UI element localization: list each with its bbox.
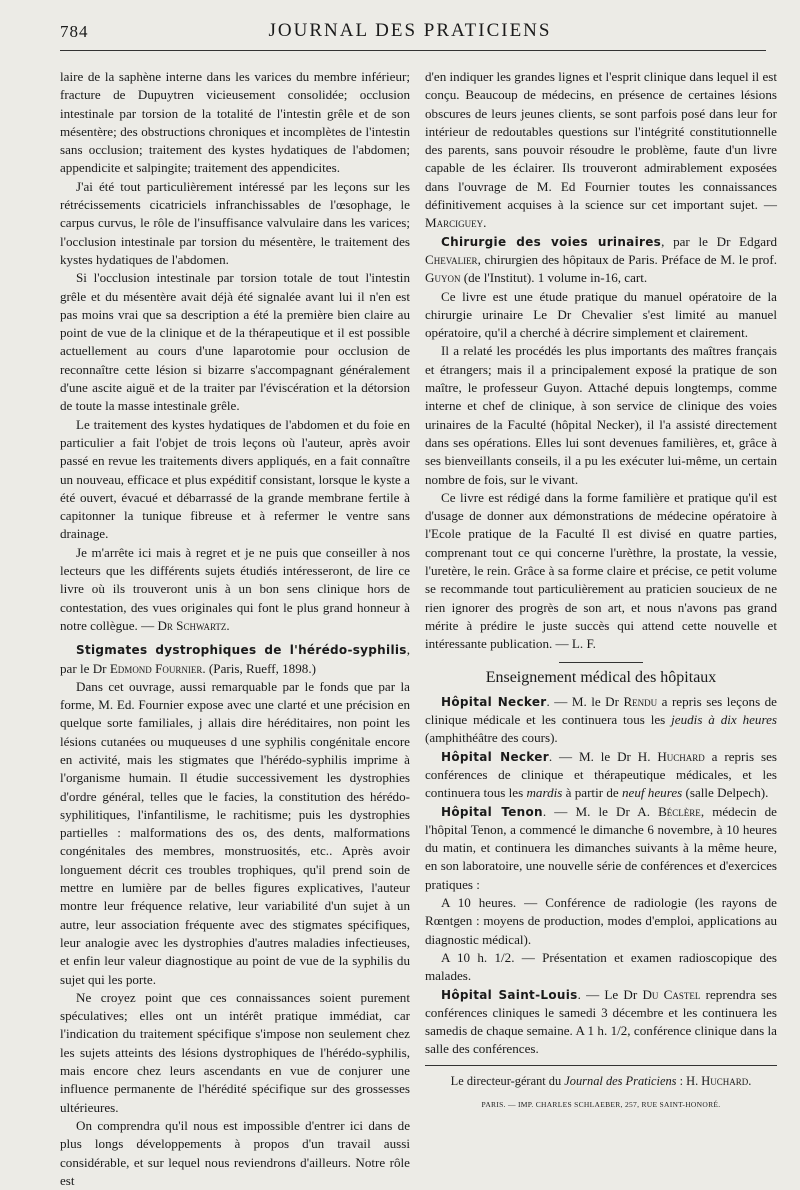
paragraph-text: Ce livre est rédigé dans la forme familière et pratique qu'il est d'usage de donner aux démonstrations de médecine opératoire à l'Ecole pratique de la Faculté Il est divisé en quatre parties, comprenant tout ce qui concerne l'urèthre, la prostate, la vessie, l'uretère, le rein. Grâce à sa forme claire et précise, ce petit volume se recommande tout particulièrement au praticien soucieux de ne rien ignorer des progrès de son art, et nous n'avons pas grand mérite à prédire le juste succès qui attend cette nouvelle et intéressante publication. —: [425, 489, 777, 652]
review-title: Stigmates dystrophiques de l'hérédo-syphilis: [76, 643, 407, 658]
footer-rule: [425, 1065, 777, 1066]
editor-text: Le directeur-gérant du: [450, 1073, 565, 1088]
doctor-name: Du Castel: [642, 986, 701, 1002]
review-publisher: . (Paris, Rueff, 1898.): [202, 660, 316, 676]
paragraph: Dans cet ouvrage, aussi remarquable par le fonds que par la forme, M. Ed. Fournier expose avec une clarté et une précision en quelque sorte familiales, j allais dire héréditaires, non point les lésions cutanées ou muqueuses d une syphilis congénitale encore en activité, mais les stigmates que l'hérédo-syphilis imprime à l'organisme humain. Il étudie successivement les dystrophies d'ordre général, telles que le facies, la constitution des hérédo-syphilitiques, l'infantilisme, le rachitisme; puis les dystrophies partielles : malformations des os, des dents, malformations congénitales des membres, monstruosités, etc.. Après avoir longuement décrit ces troubles trophiques, qu'il prend soin de mettre en lumière par de belles figures explicatives, l'auteur montre leur fréquence relative, leur variabilité d'un sujet à un autre, leur association fréquente avec des stigmates spécifiques, leur analogie avec les dystrophies d'autres maladies infectieuses, et enfin leur valeur diagnostique au point de vue de la syphilis du sujet qui les porte.: [60, 678, 410, 987]
entry-text: . — Le Dr: [577, 986, 643, 1002]
editor-name: : H. Huchard.: [676, 1073, 752, 1088]
entry-text: . — M. le Dr A.: [542, 803, 659, 819]
paragraph: laire de la saphène interne dans les varices du membre inférieur; fracture de Dupuytren vicieusement consolidée; occlusion intestinale par torsion de la totalité de l'intestin grêle et de son mésentère; des obstructions chroniques et incomplètes de l'intestin sans occlusion; traitement des kystes hydatiques de l'abdomen; appendicite et salpingite; traitement des appendicites.: [60, 69, 410, 176]
paragraph: J'ai été tout particulièrement intéressé par les leçons sur les rétrécissements cicatriciels infranchissables de l'œsophage, le carpus curvus, le rôle de l'insuffisance valvulaire dans les varices; l'occlusion intestinale par torsion du mésentère, le traitement des kystes hydatiques de l'abdomen.: [60, 178, 410, 267]
doctor-name: Rendu: [623, 693, 658, 709]
entry-text: , médecin de l'hôpital Tenon, a commencé le dimanche 6 novembre, à 10 heures du matin, et continuera les dimanches suivants à la même heure, en son laboratoire, une nouvelle série de conférences et d'exercices pratiques :: [425, 803, 777, 892]
paragraph: [425, 68, 777, 233]
review-signature: L. F.: [571, 636, 596, 652]
entry-text: (salle Delpech).: [682, 785, 769, 801]
review-by: , par le Dr: [60, 642, 410, 676]
doctor-name: Huchard: [657, 748, 705, 764]
section-title: Enseignement médical des hôpitaux: [485, 668, 717, 686]
hospital-name: Hôpital Necker: [441, 694, 547, 709]
hospital-entry: [425, 986, 777, 1059]
paragraph: [425, 489, 777, 654]
hospital-name: Hôpital Necker: [441, 749, 549, 764]
right-column: [425, 68, 777, 1114]
paragraph: Le traitement des kystes hydatiques de l'abdomen et du foie en particulier a fait l'objet de trois leçons où l'auteur, après avoir passé en revue les traitements divers appliqués, en a fait connaître un nouveau, efficace et plus expéditif consistant, lorsque le kyste a été ouvert, évacué et débarrassé de la grande membrane fertile à capitonner la tunique fibreuse et à refermer le ventre sans drainage.: [60, 416, 410, 542]
hospital-name: Hôpital Saint-Louis: [441, 987, 578, 1002]
paragraph: On comprendra qu'il nous est impossible d'entrer ici dans de plus longs développements à propos d'un travail aussi considérable, et sur lequel nous reviendrons d'ailleurs. Notre rôle est: [60, 1117, 410, 1188]
entry-text: . — M. le Dr: [546, 693, 624, 709]
review-signature: Dr Schwartz.: [157, 617, 230, 633]
hospital-entry: [425, 693, 777, 748]
paragraph: Ce livre est une étude pratique du manuel opératoire de la chirurgie urinaire Le Dr Chevalier s'est limité au manuel opératoire, qu'il a cherché à décrire simplement et clairement.: [425, 288, 777, 341]
hospital-name: Hôpital Tenon: [441, 804, 543, 819]
page-number: 784: [60, 22, 89, 41]
review-author: Chevalier: [425, 251, 478, 267]
review-title: Chirurgie des voies urinaires: [441, 234, 662, 249]
paragraph-text: Je m'arrête ici mais à regret et je ne puis que conseiller à nos lecteurs que les différents sujets étudiés intéresseront, de lire ce livre où ils trouveront unis à un bon sens clinique hors de contestation, des vues originales qui font le plus grand honneur à notre collègue. —: [60, 544, 410, 633]
schedule: mardis: [526, 785, 563, 801]
review-heading: [425, 233, 777, 288]
schedule: jeudis à dix heures: [671, 712, 777, 728]
schedule-item: A 10 h. 1/2. — Présentation et examen radioscopique des malades.: [425, 949, 777, 984]
entry-text: a repris ses conférences de clinique et thérapeutique médicales, et les continuera tous les: [425, 748, 778, 801]
review-signature: Marciguey.: [425, 215, 487, 231]
review-format: (de l'Institut). 1 volume in-16, cart.: [460, 270, 648, 286]
section-divider: [559, 662, 643, 663]
header-rule: [60, 50, 766, 51]
paragraph: [60, 544, 410, 635]
editor-line: [425, 1072, 777, 1090]
entry-text: a repris ses leçons de clinique médicale et les continuera tous les: [425, 693, 777, 728]
review-by: , par le Dr Edgard: [661, 233, 777, 249]
paragraph: Si l'occlusion intestinale par torsion totale de tout l'intestin grêle et du mésentère avait déjà été signalée avant lui il n'en est pas moins vrai que sa description a été la première bien claire au point de vue de la clinique et de la thérapeutique et il est possible actuellement au cours d'une laparotomie pour occlusion de reconnaître cette lésion si bizarre s'accompagnant généralement d'une ascite aiguë et de la traiter par l'éviscération et la détorsion de toute la masse intestinale grêle.: [60, 270, 410, 414]
review-heading: [60, 641, 410, 678]
paragraph-text: d'en indiquer les grandes lignes et l'esprit clinique dans lequel il est conçu. Beaucoup de médecins, en présence de certaines lésions obscures de leurs jeunes clients, se sont parfois posé dans leur for intérieur de redoutables questions sur l'intégrité constitutionnelle des parents, sans pouvoir résoudre le problème, faute d'un livre capable de les éclairer. Ils trouveront admirablement exposées dans l'ouvrage de M. Ed Fournier toutes les connaissances définitivement acquises à la science sur cet important sujet. —: [425, 69, 777, 213]
page-header: [60, 18, 760, 48]
hospital-entry: [425, 803, 777, 894]
journal-title: JOURNAL DES PRATICIENS: [268, 20, 552, 41]
entry-text: reprendra ses conférences cliniques le samedi 3 décembre et les continuera les samedis de chaque semaine. A 1 h. 1/2, conférence clinique dans la salle des conférences.: [425, 986, 777, 1057]
left-column: [60, 68, 410, 1190]
paragraph: Ne croyez point que ces connaissances soient purement spéculatives; elles ont un intérêt pratique immédiat, car l'indication du traitement spécifique s'impose non seulement chez les sujets atteints des lésions dystrophiques de l'hérédo-syphilis, mais encore chez leurs ascendants en vue de conjurer une influence permanente de l'hérédité spécifique sur des grossesses ultérieures.: [60, 989, 410, 1115]
entry-text: (amphithéâtre des cours).: [425, 730, 558, 746]
entry-text: . — M. le Dr H.: [548, 748, 658, 764]
journal-name: Journal des Praticiens: [564, 1073, 677, 1088]
schedule-item: A 10 heures. — Conférence de radiologie (les rayons de Rœntgen : moyens de production, modes d'emploi, applications au diagnostic médical).: [425, 895, 777, 947]
preface-author: Guyon: [425, 270, 461, 286]
hospital-entry: [425, 748, 777, 803]
entry-text: à partir de: [562, 785, 622, 801]
doctor-name: Béclère: [658, 803, 701, 819]
printer-line: PARIS. — IMP. CHARLES SCHLAEBER, 257, RUE SAINT-HONORÉ.: [481, 1100, 721, 1110]
schedule: neuf heures: [621, 785, 683, 801]
paragraph: Il a relaté les procédés les plus importants des maîtres français et étrangers; mais il a principalement exposé la pratique de son maître, le professeur Guyon. Attaché depuis longtemps, comme interne et chef de clinique, à son service de clinique des voies urinaires de la Faculté (hôpital Necker), il l'a assisté directement dans ses opérations. Elles lui sont devenues familières, et, grâce à ses bienveillants conseils, il a pu les exécuter lui-même, un certain nombre de fois, sur le vivant.: [425, 343, 777, 487]
review-author: Edmond Fournier: [109, 660, 203, 676]
review-details: , chirurgien des hôpitaux de Paris. Préface de M. le prof.: [477, 251, 777, 267]
